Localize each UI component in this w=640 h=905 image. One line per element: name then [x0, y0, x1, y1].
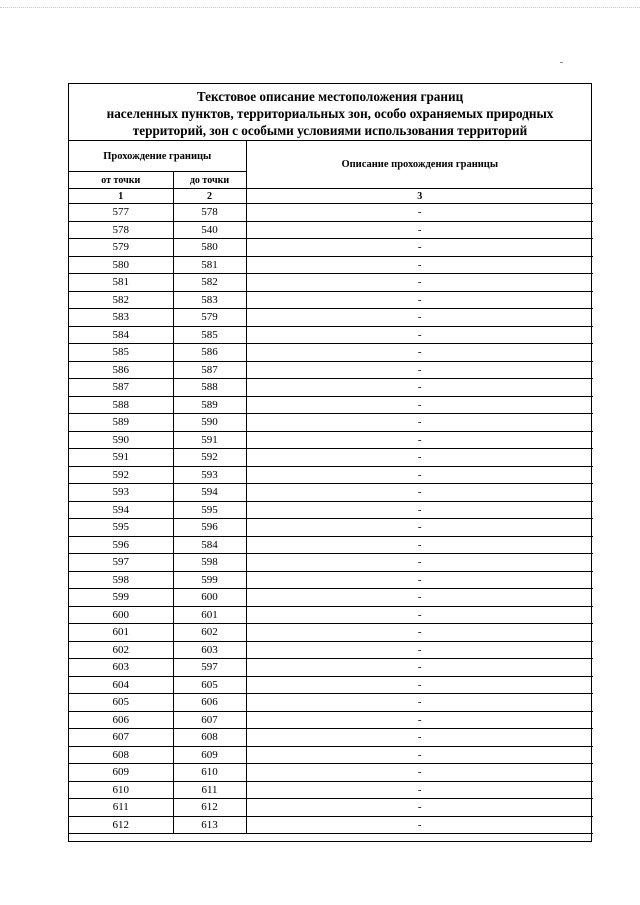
to-point-cell: 592: [173, 449, 246, 467]
from-point-cell: 610: [69, 781, 173, 799]
description-cell: -: [246, 571, 593, 589]
from-point-cell: 580: [69, 256, 173, 274]
from-point-cell: 595: [69, 519, 173, 537]
table-row: [69, 344, 593, 362]
to-point-cell: 586: [173, 344, 246, 362]
description-cell: -: [246, 659, 593, 677]
to-point-cell: 591: [173, 431, 246, 449]
title-line-3: территорий, зон с особыми условиями использования территорий: [132, 123, 528, 138]
from-point-cell: 578: [69, 221, 173, 239]
table-row: [69, 589, 593, 607]
from-point-cell: 592: [69, 466, 173, 484]
to-point-cell: 595: [173, 501, 246, 519]
from-point-cell: 603: [69, 659, 173, 677]
to-point-cell: 582: [173, 274, 246, 292]
column-number-1: 1: [69, 189, 173, 204]
table-row: [69, 256, 593, 274]
to-point-cell: 613: [173, 816, 246, 834]
from-point-cell: 579: [69, 239, 173, 257]
from-point-cell: 594: [69, 501, 173, 519]
to-point-cell: 609: [173, 746, 246, 764]
from-point-cell: 582: [69, 291, 173, 309]
from-point-cell: 593: [69, 484, 173, 502]
table-row: [69, 676, 593, 694]
table-row: [69, 274, 593, 292]
table-row: [69, 204, 593, 222]
description-cell: -: [246, 274, 593, 292]
column-number-2: 2: [173, 189, 246, 204]
from-point-cell: 609: [69, 764, 173, 782]
table-row: [69, 711, 593, 729]
from-point-cell: 590: [69, 431, 173, 449]
description-cell: -: [246, 799, 593, 817]
to-point-cell: 589: [173, 396, 246, 414]
to-point-cell: 597: [173, 659, 246, 677]
table-row: [69, 449, 593, 467]
from-point-cell: 585: [69, 344, 173, 362]
to-point-cell: 608: [173, 729, 246, 747]
to-point-cell: 585: [173, 326, 246, 344]
table-row: [69, 659, 593, 677]
scan-speck: [560, 62, 563, 63]
to-point-cell: 579: [173, 309, 246, 327]
to-point-cell: 587: [173, 361, 246, 379]
from-point-cell: 586: [69, 361, 173, 379]
document-frame: [68, 83, 592, 842]
description-cell: -: [246, 344, 593, 362]
table-body: [69, 204, 593, 834]
to-point-cell: 602: [173, 624, 246, 642]
from-point-cell: 584: [69, 326, 173, 344]
to-point-cell: 578: [173, 204, 246, 222]
from-point-cell: 588: [69, 396, 173, 414]
from-point-cell: 612: [69, 816, 173, 834]
description-cell: -: [246, 431, 593, 449]
description-cell: -: [246, 729, 593, 747]
table-row: [69, 501, 593, 519]
document-title: [69, 84, 591, 141]
description-cell: -: [246, 781, 593, 799]
to-point-cell: 590: [173, 414, 246, 432]
table-row: [69, 624, 593, 642]
table-row: [69, 536, 593, 554]
from-point-cell: 606: [69, 711, 173, 729]
to-point-cell: 601: [173, 606, 246, 624]
table-row: [69, 414, 593, 432]
table-row: [69, 571, 593, 589]
from-point-cell: 587: [69, 379, 173, 397]
table-row: [69, 799, 593, 817]
header-to-point: до точки: [173, 172, 246, 189]
to-point-cell: 598: [173, 554, 246, 572]
description-cell: -: [246, 256, 593, 274]
to-point-cell: 583: [173, 291, 246, 309]
description-cell: -: [246, 694, 593, 712]
to-point-cell: 605: [173, 676, 246, 694]
description-cell: -: [246, 536, 593, 554]
title-line-2: населенных пунктов, территориальных зон, особо охраняемых природных: [106, 106, 554, 121]
table-row: [69, 466, 593, 484]
description-cell: -: [246, 641, 593, 659]
description-cell: -: [246, 484, 593, 502]
from-point-cell: 601: [69, 624, 173, 642]
description-cell: -: [246, 309, 593, 327]
to-point-cell: 580: [173, 239, 246, 257]
description-cell: -: [246, 204, 593, 222]
description-cell: -: [246, 606, 593, 624]
table-row: [69, 239, 593, 257]
to-point-cell: 588: [173, 379, 246, 397]
table-row: [69, 606, 593, 624]
from-point-cell: 598: [69, 571, 173, 589]
description-cell: -: [246, 449, 593, 467]
to-point-cell: 540: [173, 221, 246, 239]
from-point-cell: 583: [69, 309, 173, 327]
description-cell: -: [246, 291, 593, 309]
table-row: [69, 746, 593, 764]
from-point-cell: 591: [69, 449, 173, 467]
column-number-3: 3: [246, 189, 593, 204]
table-row: [69, 554, 593, 572]
to-point-cell: 607: [173, 711, 246, 729]
to-point-cell: 600: [173, 589, 246, 607]
to-point-cell: 584: [173, 536, 246, 554]
to-point-cell: 593: [173, 466, 246, 484]
description-cell: -: [246, 239, 593, 257]
table-row: [69, 694, 593, 712]
table-row: [69, 764, 593, 782]
from-point-cell: 597: [69, 554, 173, 572]
table-row: [69, 326, 593, 344]
description-cell: -: [246, 554, 593, 572]
to-point-cell: 596: [173, 519, 246, 537]
from-point-cell: 604: [69, 676, 173, 694]
description-cell: -: [246, 519, 593, 537]
description-cell: -: [246, 466, 593, 484]
scan-edge-line: [0, 7, 640, 8]
description-cell: -: [246, 326, 593, 344]
to-point-cell: 610: [173, 764, 246, 782]
header-passage: Прохождение границы: [69, 141, 246, 172]
boundary-table: [69, 141, 593, 834]
description-cell: -: [246, 379, 593, 397]
table-row: [69, 729, 593, 747]
to-point-cell: 594: [173, 484, 246, 502]
table-row: [69, 484, 593, 502]
description-cell: -: [246, 624, 593, 642]
to-point-cell: 599: [173, 571, 246, 589]
from-point-cell: 581: [69, 274, 173, 292]
from-point-cell: 596: [69, 536, 173, 554]
from-point-cell: 600: [69, 606, 173, 624]
title-line-1: Текстовое описание местоположения границ: [196, 89, 464, 104]
from-point-cell: 599: [69, 589, 173, 607]
description-cell: -: [246, 396, 593, 414]
description-cell: -: [246, 589, 593, 607]
from-point-cell: 602: [69, 641, 173, 659]
from-point-cell: 577: [69, 204, 173, 222]
description-cell: -: [246, 764, 593, 782]
description-cell: -: [246, 816, 593, 834]
description-cell: -: [246, 221, 593, 239]
table-row: [69, 379, 593, 397]
from-point-cell: 608: [69, 746, 173, 764]
table-row: [69, 781, 593, 799]
table-row: [69, 816, 593, 834]
table-row: [69, 431, 593, 449]
to-point-cell: 611: [173, 781, 246, 799]
description-cell: -: [246, 711, 593, 729]
table-row: [69, 361, 593, 379]
table-row: [69, 641, 593, 659]
description-cell: -: [246, 414, 593, 432]
header-from-point: от точки: [69, 172, 173, 189]
table-row: [69, 291, 593, 309]
from-point-cell: 607: [69, 729, 173, 747]
to-point-cell: 606: [173, 694, 246, 712]
from-point-cell: 605: [69, 694, 173, 712]
header-description: Описание прохождения границы: [246, 141, 593, 189]
table-row: [69, 309, 593, 327]
to-point-cell: 603: [173, 641, 246, 659]
from-point-cell: 611: [69, 799, 173, 817]
description-cell: -: [246, 676, 593, 694]
table-row: [69, 519, 593, 537]
description-cell: -: [246, 746, 593, 764]
table-row: [69, 396, 593, 414]
from-point-cell: 589: [69, 414, 173, 432]
to-point-cell: 581: [173, 256, 246, 274]
to-point-cell: 612: [173, 799, 246, 817]
description-cell: -: [246, 501, 593, 519]
table-row: [69, 221, 593, 239]
description-cell: -: [246, 361, 593, 379]
